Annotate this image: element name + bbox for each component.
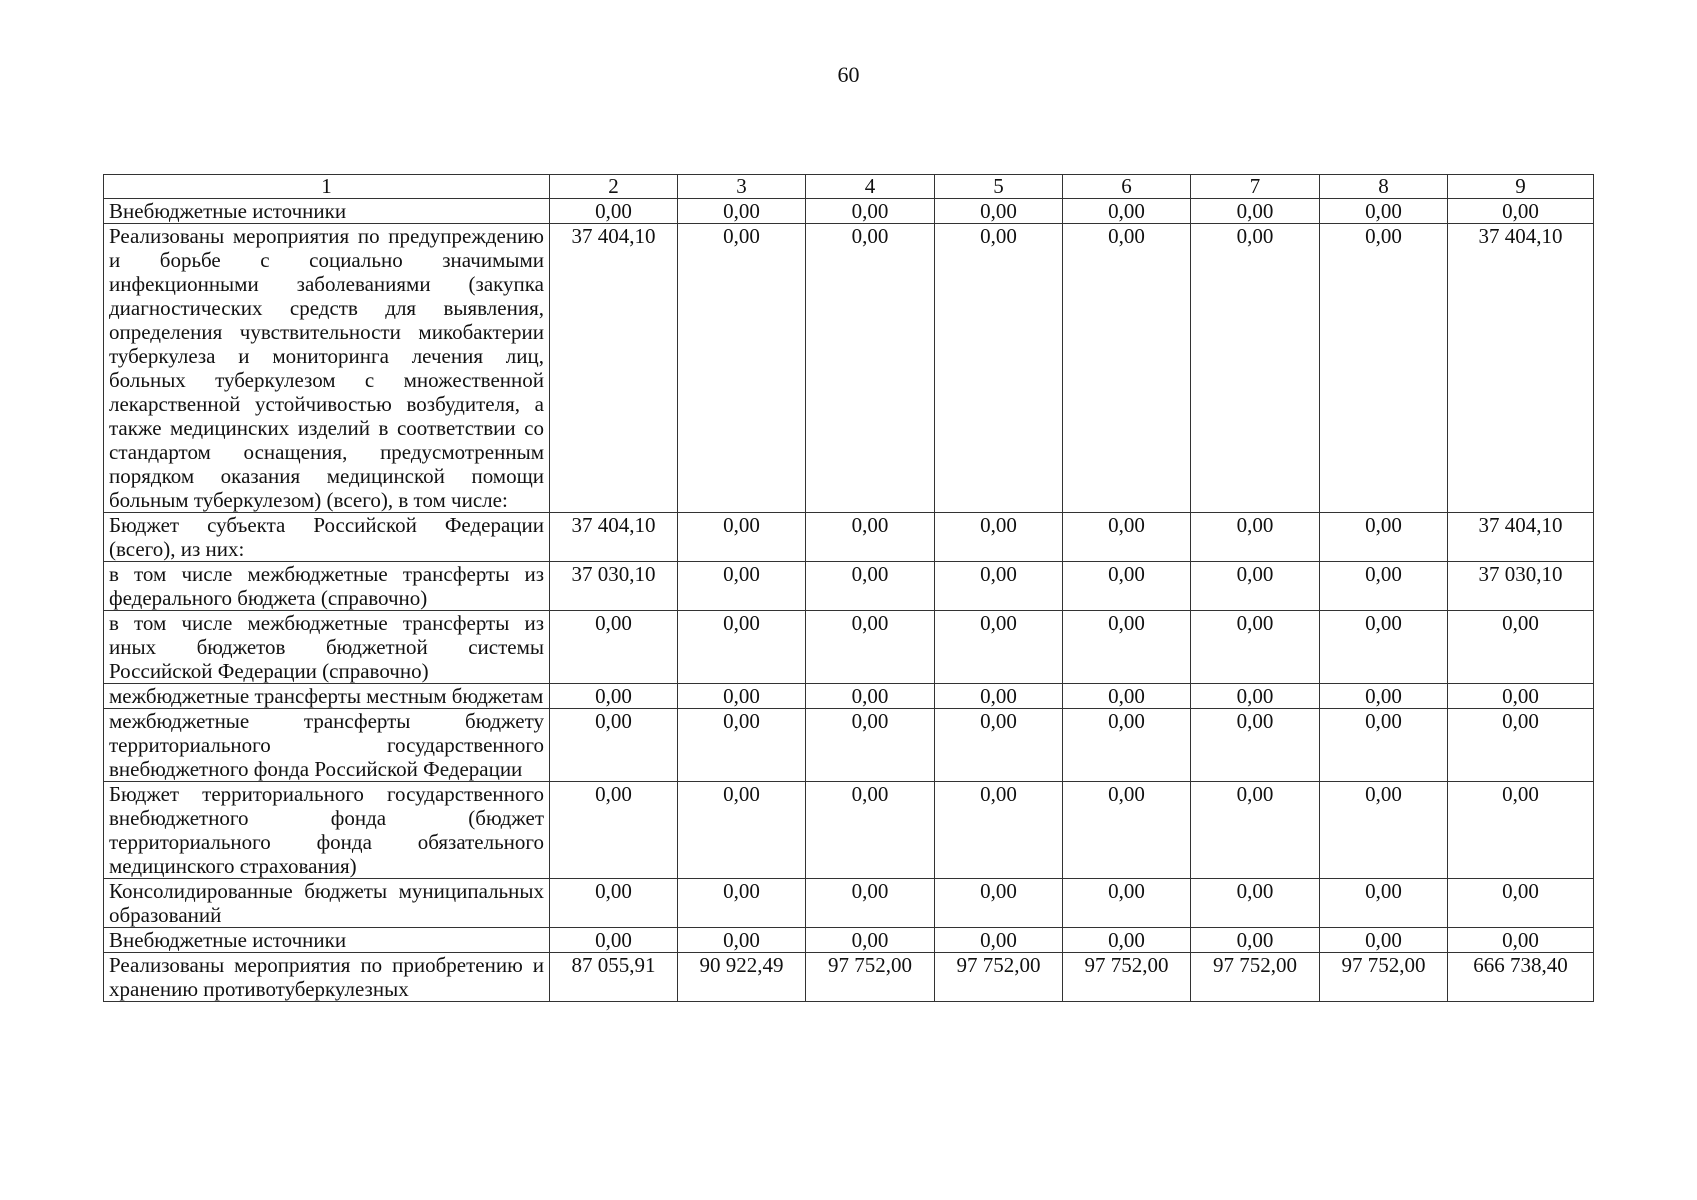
row-label: межбюджетные трансферты местным бюджетам: [104, 684, 550, 709]
row-label: Внебюджетные источники: [104, 928, 550, 953]
value-cell: 0,00: [678, 611, 806, 684]
column-header: 3: [678, 175, 806, 199]
column-header: 6: [1063, 175, 1191, 199]
value-cell: 0,00: [1320, 562, 1448, 611]
value-cell: 37 030,10: [1448, 562, 1594, 611]
value-cell: 37 404,10: [550, 224, 678, 513]
value-cell: 0,00: [935, 782, 1063, 879]
value-cell: 0,00: [678, 224, 806, 513]
value-cell: 0,00: [1191, 928, 1320, 953]
value-cell: 0,00: [550, 199, 678, 224]
value-cell: 0,00: [550, 879, 678, 928]
value-cell: 0,00: [1063, 199, 1191, 224]
value-cell: 0,00: [935, 199, 1063, 224]
value-cell: 0,00: [1063, 684, 1191, 709]
value-cell: 0,00: [678, 782, 806, 879]
value-cell: 0,00: [806, 199, 935, 224]
value-cell: 0,00: [1320, 709, 1448, 782]
value-cell: 0,00: [1320, 879, 1448, 928]
value-cell: 0,00: [1191, 684, 1320, 709]
value-cell: 0,00: [678, 199, 806, 224]
value-cell: 0,00: [1320, 928, 1448, 953]
value-cell: 0,00: [1448, 879, 1594, 928]
value-cell: 0,00: [1320, 684, 1448, 709]
value-cell: 0,00: [1320, 224, 1448, 513]
row-label: Консолидированные бюджеты муниципальных образований: [104, 879, 550, 928]
value-cell: 0,00: [1191, 513, 1320, 562]
column-header: 4: [806, 175, 935, 199]
row-label: межбюджетные трансферты бюджету территориального государственного внебюджетного фонда Российской Федерации: [104, 709, 550, 782]
row-label: Бюджет субъекта Российской Федерации (всего), из них:: [104, 513, 550, 562]
value-cell: 0,00: [678, 562, 806, 611]
value-cell: 0,00: [550, 709, 678, 782]
table-row: [104, 562, 1594, 611]
value-cell: 0,00: [935, 562, 1063, 611]
table-row: [104, 513, 1594, 562]
column-header: 2: [550, 175, 678, 199]
value-cell: 0,00: [1448, 199, 1594, 224]
value-cell: 97 752,00: [1320, 953, 1448, 1002]
value-cell: 0,00: [1320, 199, 1448, 224]
table-row: [104, 782, 1594, 879]
column-header: 8: [1320, 175, 1448, 199]
table-row: [104, 611, 1594, 684]
value-cell: 0,00: [1063, 611, 1191, 684]
value-cell: 0,00: [1191, 879, 1320, 928]
value-cell: 0,00: [678, 684, 806, 709]
value-cell: 0,00: [1448, 928, 1594, 953]
value-cell: 37 404,10: [550, 513, 678, 562]
value-cell: 666 738,40: [1448, 953, 1594, 1002]
column-header: 1: [104, 175, 550, 199]
table-row: [104, 928, 1594, 953]
value-cell: 97 752,00: [1063, 953, 1191, 1002]
column-header: 7: [1191, 175, 1320, 199]
value-cell: 0,00: [1063, 709, 1191, 782]
value-cell: 0,00: [806, 513, 935, 562]
table-row: [104, 224, 1594, 513]
row-label: Внебюджетные источники: [104, 199, 550, 224]
value-cell: 0,00: [550, 684, 678, 709]
value-cell: 0,00: [1063, 879, 1191, 928]
row-label: Реализованы мероприятия по предупреждению и борьбе с социально значимыми инфекционными заболеваниями (закупка диагностических средств для выявления, определения чувствительности микобактерии туберкулеза и мониторинга лечения лиц, больных туберкулезом с множественной лекарственной устойчивостью возбудителя, а также медицинских изделий в соответствии со стандартом оснащения, предусмотренным порядком оказания медицинской помощи больным туберкулезом) (всего), в том числе:: [104, 224, 550, 513]
value-cell: 0,00: [806, 611, 935, 684]
value-cell: 0,00: [806, 879, 935, 928]
value-cell: 0,00: [935, 879, 1063, 928]
value-cell: 0,00: [935, 928, 1063, 953]
value-cell: 97 752,00: [806, 953, 935, 1002]
value-cell: 0,00: [1063, 513, 1191, 562]
value-cell: 0,00: [1448, 684, 1594, 709]
value-cell: 37 404,10: [1448, 224, 1594, 513]
value-cell: 0,00: [935, 224, 1063, 513]
value-cell: 0,00: [1448, 782, 1594, 879]
value-cell: 0,00: [1320, 611, 1448, 684]
value-cell: 0,00: [1063, 928, 1191, 953]
table-row: [104, 879, 1594, 928]
value-cell: 0,00: [550, 782, 678, 879]
value-cell: 0,00: [806, 562, 935, 611]
column-header: 5: [935, 175, 1063, 199]
value-cell: 97 752,00: [1191, 953, 1320, 1002]
value-cell: 0,00: [1191, 611, 1320, 684]
row-label: Бюджет территориального государственного внебюджетного фонда (бюджет территориального фонда обязательного медицинского страхования): [104, 782, 550, 879]
value-cell: 0,00: [806, 224, 935, 513]
value-cell: 0,00: [1191, 224, 1320, 513]
value-cell: 0,00: [806, 709, 935, 782]
value-cell: 0,00: [935, 709, 1063, 782]
table-row: [104, 709, 1594, 782]
value-cell: 0,00: [550, 928, 678, 953]
value-cell: 0,00: [1448, 611, 1594, 684]
row-label: Реализованы мероприятия по приобретению и хранению противотуберкулезных: [104, 953, 550, 1002]
value-cell: 0,00: [678, 513, 806, 562]
row-label: в том числе межбюджетные трансферты из иных бюджетов бюджетной системы Российской Федерации (справочно): [104, 611, 550, 684]
value-cell: 37 404,10: [1448, 513, 1594, 562]
value-cell: 0,00: [806, 684, 935, 709]
value-cell: 0,00: [1191, 782, 1320, 879]
column-number-row: [104, 175, 1594, 199]
value-cell: 0,00: [806, 782, 935, 879]
value-cell: 0,00: [1063, 782, 1191, 879]
value-cell: 0,00: [1191, 709, 1320, 782]
value-cell: 0,00: [935, 611, 1063, 684]
value-cell: 0,00: [1320, 513, 1448, 562]
value-cell: 0,00: [935, 684, 1063, 709]
value-cell: 87 055,91: [550, 953, 678, 1002]
value-cell: 0,00: [678, 709, 806, 782]
value-cell: 0,00: [550, 611, 678, 684]
table-row: [104, 199, 1594, 224]
value-cell: 0,00: [1063, 224, 1191, 513]
value-cell: 0,00: [1191, 199, 1320, 224]
value-cell: 37 030,10: [550, 562, 678, 611]
value-cell: 97 752,00: [935, 953, 1063, 1002]
table-row: [104, 684, 1594, 709]
value-cell: 0,00: [1320, 782, 1448, 879]
value-cell: 0,00: [678, 928, 806, 953]
value-cell: 0,00: [806, 928, 935, 953]
value-cell: 0,00: [935, 513, 1063, 562]
row-label: в том числе межбюджетные трансферты из федерального бюджета (справочно): [104, 562, 550, 611]
value-cell: 0,00: [1191, 562, 1320, 611]
value-cell: 90 922,49: [678, 953, 806, 1002]
column-header: 9: [1448, 175, 1594, 199]
value-cell: 0,00: [1063, 562, 1191, 611]
value-cell: 0,00: [678, 879, 806, 928]
table-row: [104, 953, 1594, 1002]
value-cell: 0,00: [1448, 709, 1594, 782]
page-number: 60: [837, 62, 860, 87]
budget-table: [103, 174, 1594, 1002]
